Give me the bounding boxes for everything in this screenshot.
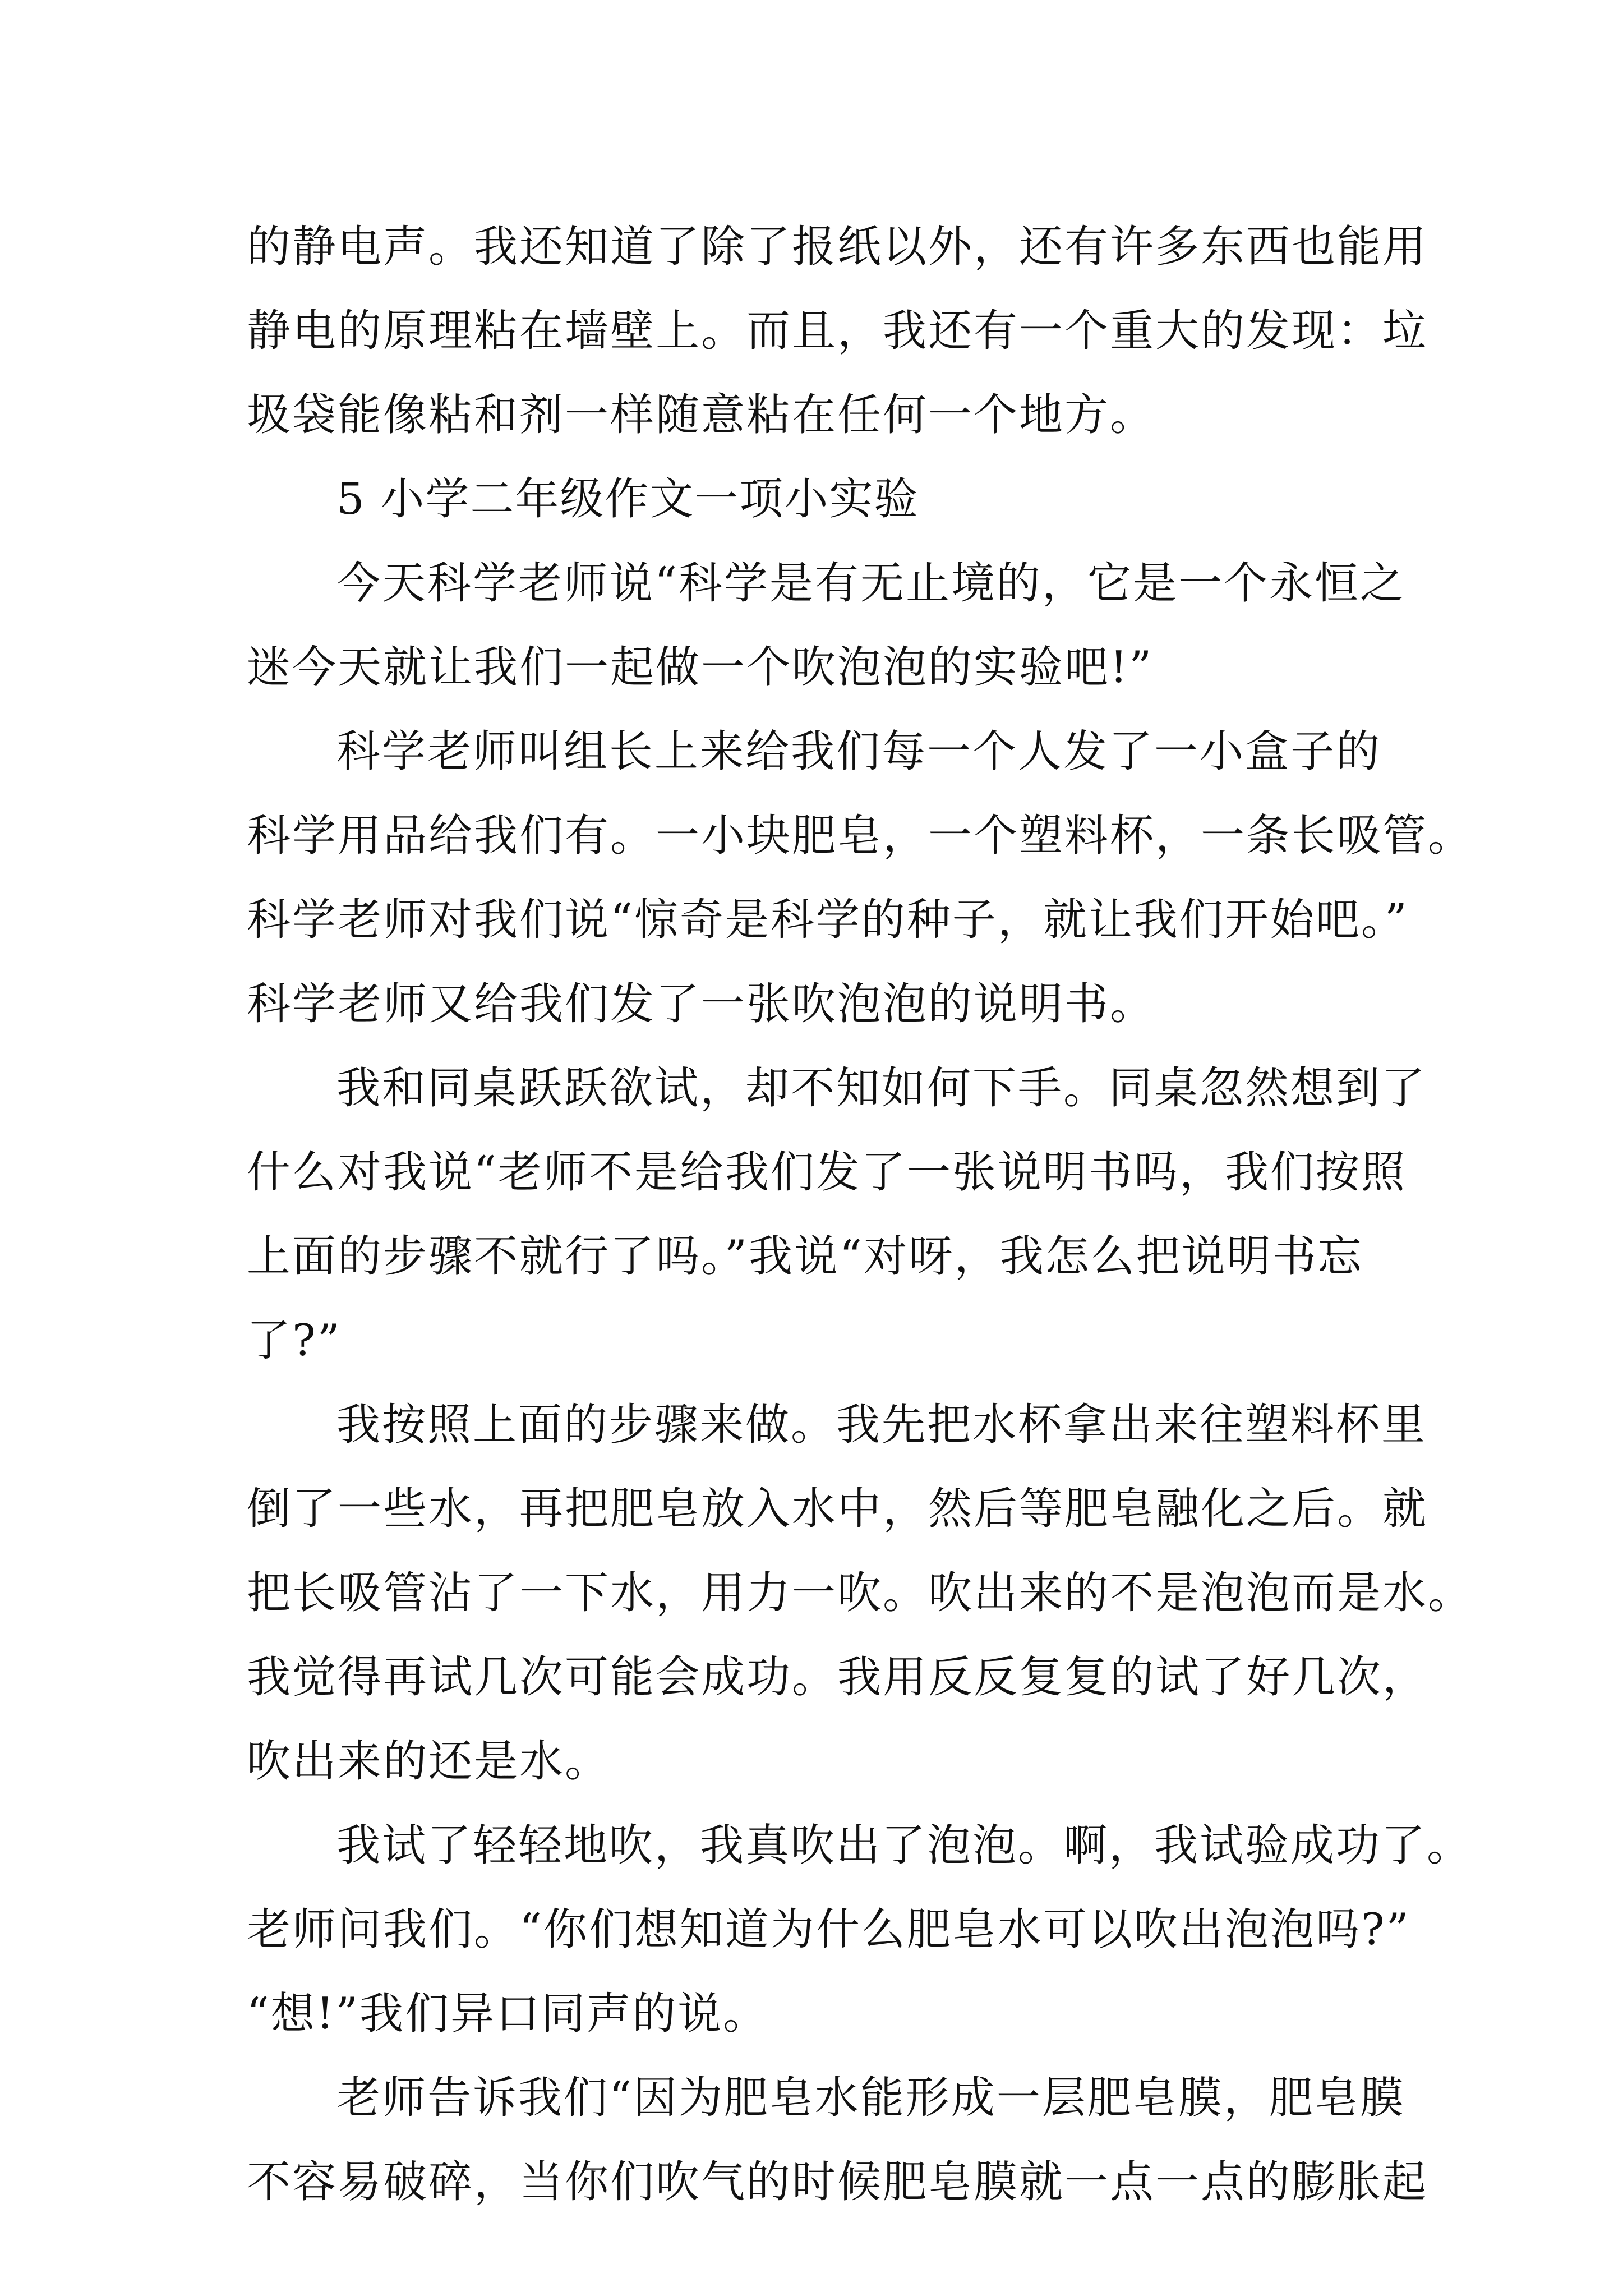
text-line: 科学老师又给我们发了一张吹泡泡的说明书。 — [247, 979, 1156, 1029]
text-line: 我按照上面的步骤来做。我先把水杯拿出来往塑料杯里 — [336, 1400, 1427, 1450]
text-line: “想!”我们异口同声的说。 — [247, 1989, 769, 2039]
text-line: 科学用品给我们有。一小块肥皂，一个塑料杯，一条长吸管。 — [247, 811, 1474, 861]
section-heading: 5 小学二年级作文一项小实验 — [336, 474, 919, 524]
text-line: 的静电声。我还知道了除了报纸以外，还有许多东西也能用 — [247, 222, 1428, 272]
text-line: 今天科学老师说“科学是有无止境的，它是一个永恒之 — [336, 558, 1405, 609]
text-line: 吹出来的还是水。 — [247, 1736, 611, 1787]
text-line: 上面的步骤不就行了吗。”我说“对呀，我怎么把说明书忘 — [247, 1231, 1363, 1282]
text-line: 什么对我说“老师不是给我们发了一张说明书吗，我们按照 — [247, 1147, 1407, 1198]
text-line: 了?” — [247, 1315, 342, 1366]
text-line: 圾袋能像粘和剂一样随意粘在任何一个地方。 — [247, 390, 1156, 440]
text-line: 科学老师对我们说“惊奇是科学的种子，就让我们开始吧。” — [247, 895, 1409, 945]
text-line: 科学老师叫组长上来给我们每一个人发了一小盒子的 — [336, 726, 1382, 777]
text-line: 我和同桌跃跃欲试，却不知如何下手。同桌忽然想到了 — [336, 1063, 1427, 1114]
text-line: 我试了轻轻地吹，我真吹出了泡泡。啊，我试验成功了。 — [336, 1820, 1473, 1871]
text-line: 倒了一些水，再把肥皂放入水中，然后等肥皂融化之后。就 — [247, 1484, 1428, 1534]
text-line: 不容易破碎，当你们吹气的时候肥皂膜就一点一点的膨胀起 — [247, 2157, 1428, 2207]
text-line: 老师问我们。“你们想知道为什么肥皂水可以吹出泡泡吗?” — [247, 1904, 1410, 1955]
text-line: 我觉得再试几次可能会成功。我用反反复复的试了好几次， — [247, 1652, 1428, 1703]
text-line: 把长吸管沾了一下水，用力一吹。吹出来的不是泡泡而是水。 — [247, 1568, 1474, 1618]
text-line: 静电的原理粘在墙壁上。而且，我还有一个重大的发现：垃 — [247, 306, 1428, 356]
text-line: 迷今天就让我们一起做一个吹泡泡的实验吧!” — [247, 642, 1154, 693]
text-line: 老师告诉我们“因为肥皂水能形成一层肥皂膜，肥皂膜 — [336, 2073, 1405, 2123]
